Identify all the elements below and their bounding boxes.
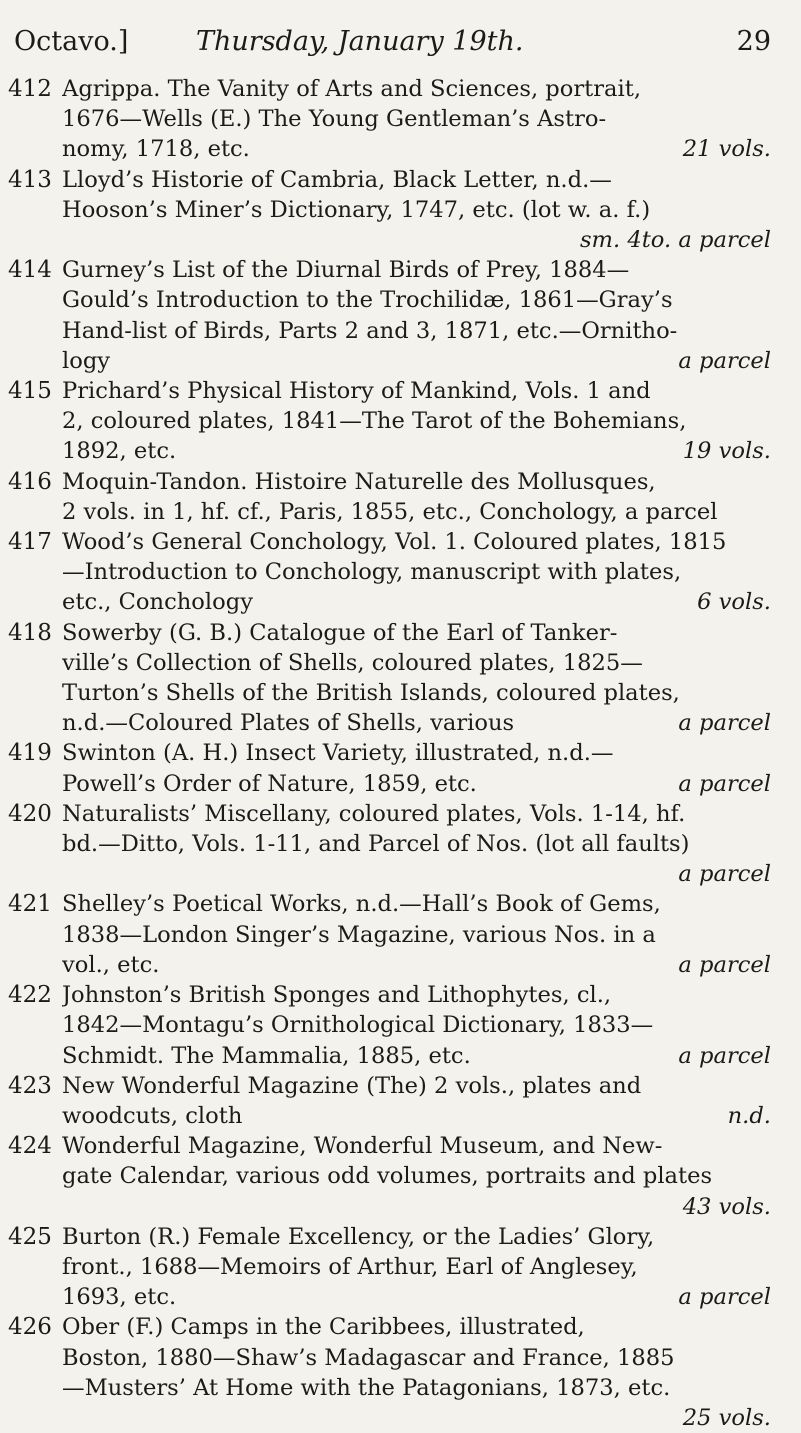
lot-line	[62, 1161, 771, 1191]
lot-line	[62, 195, 771, 225]
lot-quantity: sm. 4to. a parcel	[579, 227, 771, 254]
lot-quantity: 21 vols.	[682, 136, 771, 163]
lot-text: Ober (F.) Camps in the Caribbees, illustrated,	[62, 1314, 585, 1341]
lot-line	[62, 467, 771, 497]
lot-text: Schmidt. The Mammalia, 1885, etc.	[62, 1042, 471, 1069]
lot-text: ville’s Collection of Shells, coloured plates, 1825—	[62, 649, 643, 676]
lot-line	[62, 225, 771, 255]
lot-entry	[0, 74, 801, 165]
lot-line	[62, 406, 771, 436]
lot-line	[62, 346, 771, 376]
lot-quantity: a parcel	[678, 347, 771, 374]
lot-quantity: n.d.	[727, 1102, 771, 1129]
lot-line	[62, 708, 771, 738]
lot-quantity: 6 vols.	[697, 589, 771, 616]
lot-line	[62, 769, 771, 799]
lot-line	[62, 285, 771, 315]
lot-line	[62, 1041, 771, 1071]
lot-text: New Wonderful Magazine (The) 2 vols., plates and	[62, 1072, 642, 1099]
lot-quantity: 25 vols.	[682, 1404, 771, 1431]
lot-line	[62, 1010, 771, 1040]
lot-line	[62, 557, 771, 587]
lot-line	[62, 889, 771, 919]
lot-number: 425	[8, 1223, 52, 1250]
lot-text: woodcuts, cloth	[62, 1102, 243, 1129]
lot-line	[62, 1222, 771, 1252]
lot-entry	[0, 738, 801, 798]
lot-text: 1838—London Singer’s Magazine, various Nos. in a	[62, 921, 656, 948]
lot-quantity: 43 vols.	[682, 1193, 771, 1220]
lot-text: 1842—Montagu’s Ornithological Dictionary, 1833—	[62, 1012, 654, 1039]
lot-number: 424	[8, 1133, 52, 1160]
lot-line	[62, 829, 771, 859]
lot-text: Johnston’s British Sponges and Lithophytes, cl.,	[62, 982, 612, 1009]
lot-text: Shelley’s Poetical Works, n.d.—Hall’s Book of Gems,	[62, 891, 661, 918]
page-header	[14, 26, 771, 76]
lot-text: Moquin-Tandon. Histoire Naturelle des Mollusques,	[62, 468, 656, 495]
lot-number: 420	[8, 800, 52, 827]
lot-line	[62, 1192, 771, 1222]
lot-entry	[0, 980, 801, 1071]
lot-text: etc., Conchology	[62, 589, 253, 616]
lot-line	[62, 316, 771, 346]
lot-line	[62, 165, 771, 195]
lot-number: 412	[8, 76, 52, 102]
lot-line	[62, 255, 771, 285]
lot-line	[62, 980, 771, 1010]
lot-text: Prichard’s Physical History of Mankind, Vols. 1 and	[62, 378, 651, 405]
lot-number: 417	[8, 529, 52, 556]
lot-line	[62, 1373, 771, 1403]
lot-entry	[0, 1071, 801, 1131]
lot-number: 414	[8, 257, 52, 284]
lot-line	[62, 738, 771, 768]
lot-quantity: a parcel	[678, 770, 771, 797]
lot-line	[62, 497, 771, 527]
lot-line	[62, 1312, 771, 1342]
lot-line	[62, 1252, 771, 1282]
lot-line	[62, 1282, 771, 1312]
lot-line	[62, 1101, 771, 1131]
lot-line	[62, 527, 771, 557]
lot-text: —Introduction to Conchology, manuscript with plates,	[62, 559, 682, 586]
lot-text: 2, coloured plates, 1841—The Tarot of the Bohemians,	[62, 408, 687, 435]
lot-quantity: a parcel	[678, 1284, 771, 1311]
lot-number: 413	[8, 166, 52, 193]
lot-text: gate Calendar, various odd volumes, portraits and plates	[62, 1163, 713, 1190]
lot-number: 423	[8, 1072, 52, 1099]
lot-text: Boston, 1880—Shaw’s Madagascar and France, 1885	[62, 1344, 675, 1371]
lot-line	[62, 859, 771, 889]
lot-text: Swinton (A. H.) Insect Variety, illustrated, n.d.—	[62, 740, 614, 767]
lot-entry	[0, 165, 801, 256]
lot-line	[62, 587, 771, 617]
lot-entry	[0, 527, 801, 618]
lot-text: Lloyd’s Historie of Cambria, Black Letter, n.d.—	[62, 166, 612, 193]
lot-entry	[0, 1312, 801, 1433]
lot-text: Naturalists’ Miscellany, coloured plates, Vols. 1-14, hf.	[62, 800, 686, 827]
lot-text: Wonderful Magazine, Wonderful Museum, and New-	[62, 1133, 663, 1160]
lot-text: Gurney’s List of the Diurnal Birds of Prey, 1884—	[62, 257, 630, 284]
lot-text: Burton (R.) Female Excellency, or the Ladies’ Glory,	[62, 1223, 655, 1250]
lot-line	[62, 134, 771, 164]
lot-text: Sowerby (G. B.) Catalogue of the Earl of Tanker-	[62, 619, 618, 646]
lot-text: —Musters’ At Home with the Patagonians, 1873, etc.	[62, 1374, 671, 1401]
lot-number: 418	[8, 619, 52, 646]
lot-line	[62, 799, 771, 829]
lot-line	[62, 1343, 771, 1373]
lot-number: 426	[8, 1314, 52, 1341]
lot-line	[62, 648, 771, 678]
lot-line	[62, 920, 771, 950]
lot-text: Agrippa. The Vanity of Arts and Sciences, portrait,	[62, 76, 642, 102]
lot-quantity: a parcel	[678, 1042, 771, 1069]
lot-number: 419	[8, 740, 52, 767]
lot-line	[62, 618, 771, 648]
lot-text: Wood’s General Conchology, Vol. 1. Coloured plates, 1815	[62, 529, 727, 556]
lot-entry	[0, 799, 801, 890]
lot-text: Gould’s Introduction to the Trochilidæ, 1861—Gray’s	[62, 287, 673, 314]
lot-text: front., 1688—Memoirs of Arthur, Earl of Anglesey,	[62, 1253, 638, 1280]
lot-text: 1892, etc.	[62, 438, 177, 465]
lot-entry	[0, 618, 801, 739]
lot-quantity: a parcel	[678, 861, 771, 888]
lot-line	[62, 678, 771, 708]
lot-line	[62, 950, 771, 980]
header-date: Thursday, January 19th.	[196, 26, 524, 57]
lot-entry	[0, 467, 801, 527]
lot-text: 1693, etc.	[62, 1284, 177, 1311]
lot-line	[62, 1071, 771, 1101]
lot-entry	[0, 1131, 801, 1222]
lot-line	[62, 104, 771, 134]
lot-line	[62, 74, 771, 104]
lot-line	[62, 1403, 771, 1433]
lot-text: Hand-list of Birds, Parts 2 and 3, 1871, etc.—Ornitho-	[62, 317, 678, 344]
lot-number: 421	[8, 891, 52, 918]
lot-quantity: a parcel	[678, 710, 771, 737]
lot-entry	[0, 889, 801, 980]
lot-text: 2 vols. in 1, hf. cf., Paris, 1855, etc., Conchology, a parcel	[62, 498, 718, 525]
header-section: Octavo.]	[14, 26, 129, 57]
page-number: 29	[736, 26, 771, 57]
lot-entry	[0, 376, 801, 467]
lot-text: vol., etc.	[62, 951, 160, 978]
lot-entry	[0, 1222, 801, 1313]
lot-line	[62, 376, 771, 406]
lot-text: Hooson’s Miner’s Dictionary, 1747, etc. (lot w. a. f.)	[62, 196, 651, 223]
lot-quantity: 19 vols.	[682, 438, 771, 465]
lot-line	[62, 436, 771, 466]
lot-text: Turton’s Shells of the British Islands, coloured plates,	[62, 680, 680, 707]
lot-list	[0, 74, 801, 1433]
lot-text: n.d.—Coloured Plates of Shells, various	[62, 710, 515, 737]
lot-number: 416	[8, 468, 52, 495]
lot-quantity: a parcel	[678, 951, 771, 978]
lot-number: 422	[8, 982, 52, 1009]
lot-line	[62, 1131, 771, 1161]
lot-entry	[0, 255, 801, 376]
lot-text: bd.—Ditto, Vols. 1-11, and Parcel of Nos. (lot all faults)	[62, 831, 690, 858]
lot-text: nomy, 1718, etc.	[62, 136, 250, 163]
lot-number: 415	[8, 378, 52, 405]
lot-text: Powell’s Order of Nature, 1859, etc.	[62, 770, 477, 797]
lot-text: logy	[62, 347, 111, 374]
lot-text: 1676—Wells (E.) The Young Gentleman’s Astro-	[62, 106, 607, 133]
